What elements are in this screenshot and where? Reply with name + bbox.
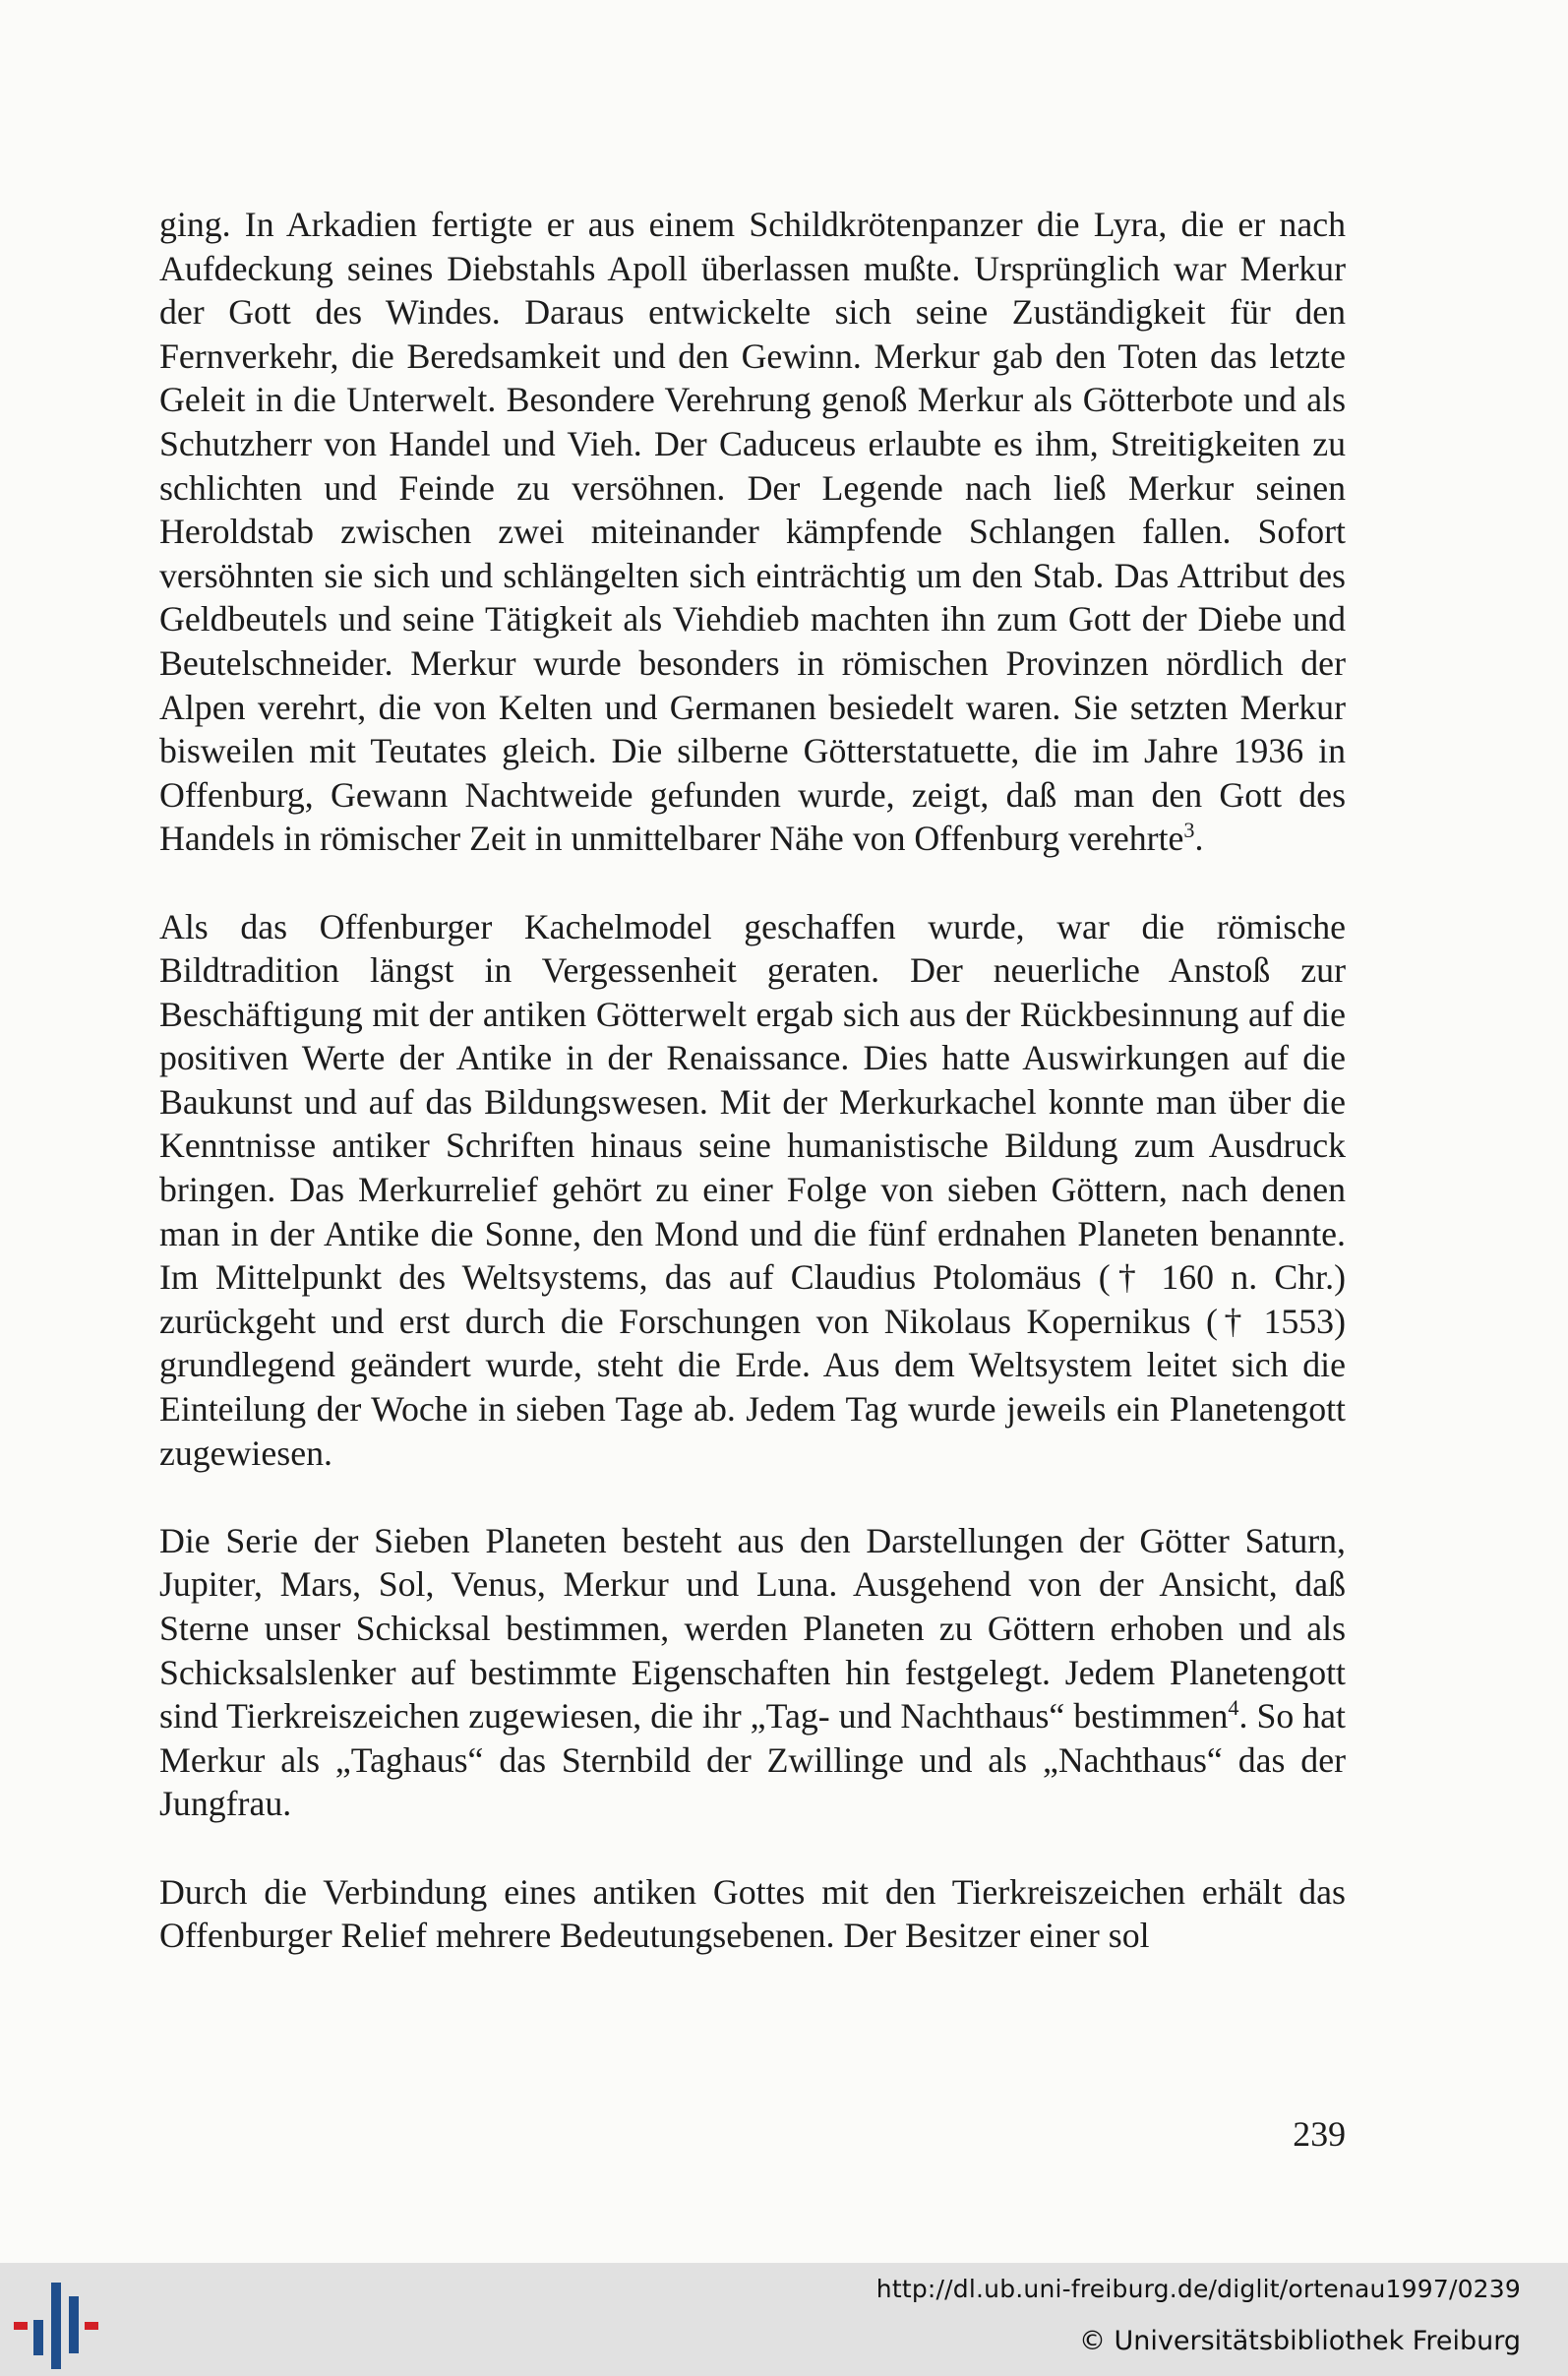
- paragraph-1: [159, 203, 1346, 861]
- copyright-text: © Universitätsbibliothek Freiburg: [1078, 2326, 1521, 2356]
- footnote-ref: 3: [1183, 818, 1195, 843]
- paragraph-2: [159, 905, 1346, 1476]
- paragraph-3: [159, 1519, 1346, 1826]
- footer-bar: [0, 2263, 1568, 2376]
- text-run: Durch die Verbindung eines antiken Gottes mit den Tierkreiszeichen erhält das Offenburger Relief mehrere Bedeutungsebenen. Der Besitzer einer sol: [159, 1871, 1346, 1956]
- text-run: Als das Offenburger Kachelmodel geschaffen wurde, war die römische Bildtradition längst in Vergessenheit geraten. Der neuerliche Anstoß zur Beschäftigung mit der antiken Götterwelt ergab sich aus der Rückbesinnung auf die positiven Werte der Antike in der Renaissance. Dies hatte Auswirkungen auf die Baukunst und auf das Bildungswesen. Mit der Merkurkachel konnte man über die Kenntnisse antiker Schriften hinaus seine humanistische Bildung zum Ausdruck bringen. Das Merkurrelief gehört zu einer Folge von sieben Göttern, nach denen man in der Antike die Sonne, den Mond und die fünf erdnahen Planeten benannte. Im Mittelpunkt des Weltsystems, das auf Claudius Ptolomäus († 160 n. Chr.) zurückgeht und erst durch die Forschungen von Nikolaus Kopernikus († 1553) grundlegend geändert wurde, steht die Erde. Aus dem Weltsystem leitet sich die Einteilung der Woche in sieben Tage ab. Jedem Tag wurde jeweils ein Planetengott zugewiesen.: [159, 906, 1346, 1473]
- text-run: Die Serie der Sieben Planeten besteht aus den Darstellungen der Götter Saturn, Jupiter, Mars, Sol, Venus, Merkur und Luna. Ausgehend von der Ansicht, daß Sterne unser Schicksal bestimmen, werden Planeten zu Göttern erhoben und als Schicksalslenker auf bestimmte Eigenschaften hin festgelegt. Jedem Planetengott sind Tierkreiszeichen zugewiesen, die ihr „Tag- und Nachthaus“ bestimmen: [159, 1520, 1346, 1736]
- text-run: ging. In Arkadien fertigte er aus einem Schildkrötenpanzer die Lyra, die er nach Aufdeckung seines Diebstahls Apoll überlassen mußte. Ursprünglich war Merkur der Gott des Windes. Daraus entwickelte sich seine Zuständigkeit für den Fernverkehr, die Beredsamkeit und den Gewinn. Merkur gab den Toten das letzte Geleit in die Unterwelt. Besondere Verehrung genoß Merkur als Götterbote und als Schutzherr von Handel und Vieh. Der Caduceus erlaubte es ihm, Streitigkeiten zu schlichten und Feinde zu versöhnen. Der Legende nach ließ Merkur seinen Heroldstab zwischen zwei miteinander kämpfende Schlangen fallen. Sofort versöhnten sie sich und schlängelten sich einträchtig um den Stab. Das Attribut des Geldbeutels und seine Tätigkeit als Viehdieb machten ihn zum Gott der Diebe und Beutelschneider. Merkur wurde besonders in römischen Provinzen nördlich der Alpen verehrt, die von Kelten und Germanen besiedelt waren. Sie setzten Merkur bisweilen mit Teutates gleich. Die silberne Götterstatuette, die im Jahre 1936 in Offenburg, Gewann Nachtweide gefunden wurde, zeigt, daß man den Gott des Handels in römischer Zeit in unmittelbarer Nähe von Offenburg verehrte: [159, 205, 1346, 859]
- footnote-ref: 4: [1228, 1695, 1239, 1721]
- text-run: . So hat Merkur als „Taghaus“ das Sternbild der Zwillinge und als „Nachthaus“ das der Jungfrau.: [159, 1696, 1346, 1824]
- body-text: [159, 203, 1346, 2001]
- paragraph-4: [159, 1870, 1346, 1958]
- source-url-link[interactable]: http://dl.ub.uni-freiburg.de/diglit/ortenau1997/0239: [875, 2275, 1521, 2303]
- page-number: 239: [1293, 2114, 1346, 2154]
- ub-freiburg-logo-icon: [14, 2283, 102, 2369]
- text-run: .: [1194, 819, 1204, 859]
